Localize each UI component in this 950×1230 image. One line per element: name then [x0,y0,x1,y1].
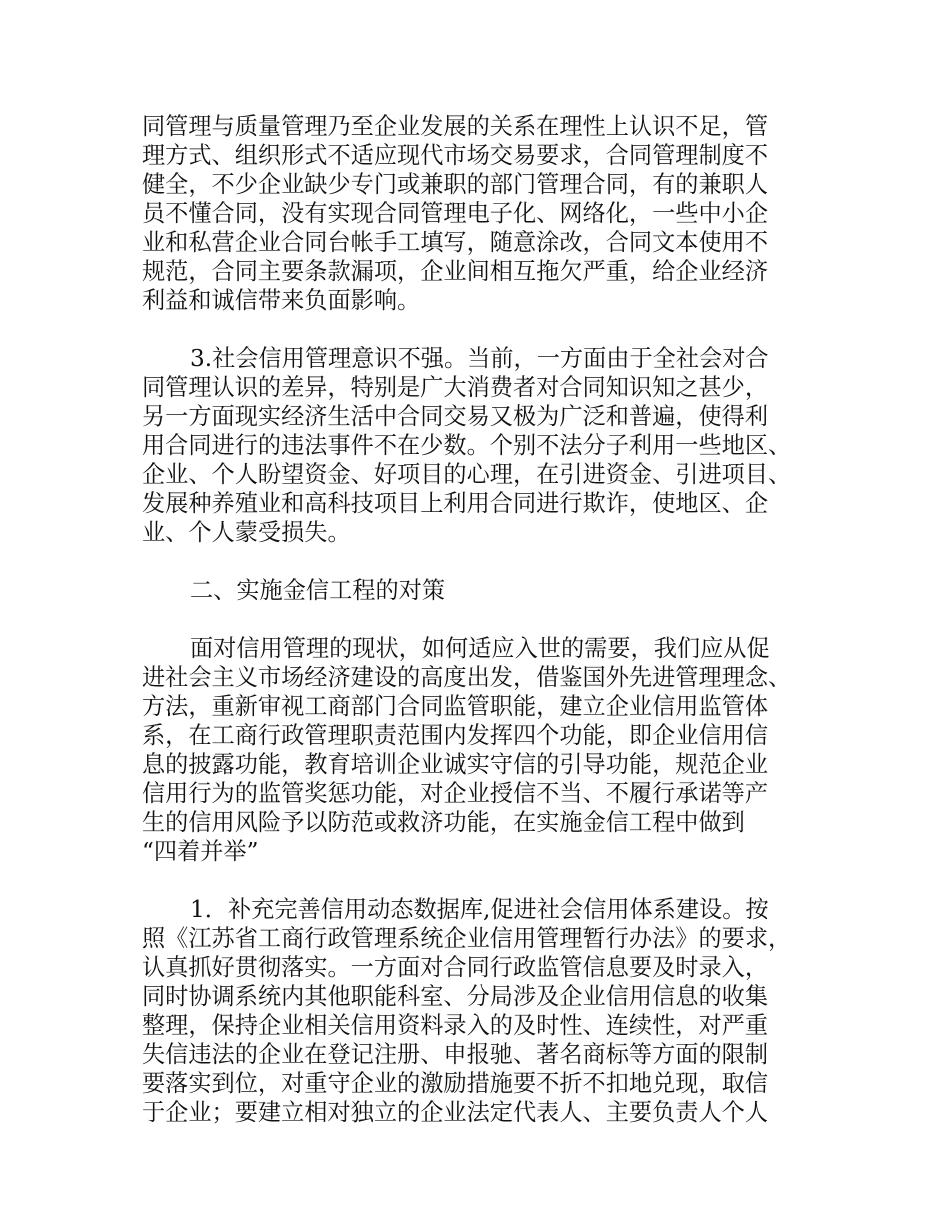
paragraph-spacer [142,866,822,895]
text-line: 3.社会信用管理意识不强。当前，一方面由于全社会对合 [190,345,769,372]
paragraph-section-intro [142,634,822,866]
text-line: 同管理与质量管理乃至企业发展的关系在理性上认识不足，管 [142,113,769,140]
section-heading [142,576,822,605]
document-body [142,112,822,1127]
paragraph-contract-issues [142,112,822,315]
text-line: 息的披露功能，教育培训企业诚实守信的引导功能，规范企业 [142,751,769,778]
text-line: 认真抓好贯彻落实。一方面对合同行政监管信息要及时录入， [142,954,769,981]
text-line: 规范，合同主要条款漏项，企业间相互拖欠严重，给企业经济 [142,258,769,285]
text-line: 进社会主义市场经济建设的高度出发，借鉴国外先进管理理念、 [142,664,792,691]
paragraph-spacer [142,315,822,344]
text-line: 整理，保持企业相关信用资料录入的及时性、连续性，对严重 [142,1012,769,1039]
text-line: 利益和诚信带来负面影响。 [142,287,421,314]
text-line: 照《江苏省工商行政管理系统企业信用管理暂行办法》的要求， [142,925,792,952]
text-line: 系，在工商行政管理职责范围内发挥四个功能，即企业信用信 [142,722,769,749]
text-line: 发展种养殖业和高科技项目上利用合同进行欺诈，使地区、企 [142,490,769,517]
text-line: “四着并举” [142,838,259,865]
paragraph-point-3 [142,344,822,547]
text-line: 另一方面现实经济生活中合同交易又极为广泛和普遍，使得利 [142,403,769,430]
text-line: 信用行为的监管奖惩功能，对企业授信不当、不履行承诺等产 [142,780,769,807]
text-line: 企业、个人盼望资金、好项目的心理，在引进资金、引进项目、 [142,461,792,488]
text-line: 健全，不少企业缺少专门或兼职的部门管理合同，有的兼职人 [142,171,769,198]
text-line: 生的信用风险予以防范或救济功能，在实施金信工程中做到 [142,809,745,836]
text-line: 要落实到位，对重守企业的激励措施要不折不扣地兑现，取信 [142,1070,769,1097]
section-heading-text: 二、实施金信工程的对策 [190,577,446,604]
text-line: 业和私营企业合同台帐手工填写，随意涂改，合同文本使用不 [142,229,769,256]
text-line: 方法，重新审视工商部门合同监管职能，建立企业信用监管体 [142,693,769,720]
text-line: 同管理认识的差异，特别是广大消费者对合同知识知之甚少， [142,374,769,401]
text-line: 同时协调系统内其他职能科室、分局涉及企业信用信息的收集 [142,983,769,1010]
paragraph-spacer [142,547,822,576]
paragraph-measure-1 [142,895,822,1127]
text-line: 失信违法的企业在登记注册、申报驰、著名商标等方面的限制 [142,1041,769,1068]
text-line: 用合同进行的违法事件不在少数。个别不法分子利用一些地区、 [142,432,792,459]
text-line: 1．补充完善信用动态数据库,促进社会信用体系建设。按 [190,896,769,923]
text-line: 理方式、组织形式不适应现代市场交易要求，合同管理制度不 [142,142,769,169]
text-line: 员不懂合同，没有实现合同管理电子化、网络化，一些中小企 [142,200,769,227]
text-line: 于企业；要建立相对独立的企业法定代表人、主要负责人个人 [142,1099,769,1126]
paragraph-spacer [142,605,822,634]
text-line: 业、个人蒙受损失。 [142,519,351,546]
text-line: 面对信用管理的现状，如何适应入世的需要，我们应从促 [190,635,770,662]
